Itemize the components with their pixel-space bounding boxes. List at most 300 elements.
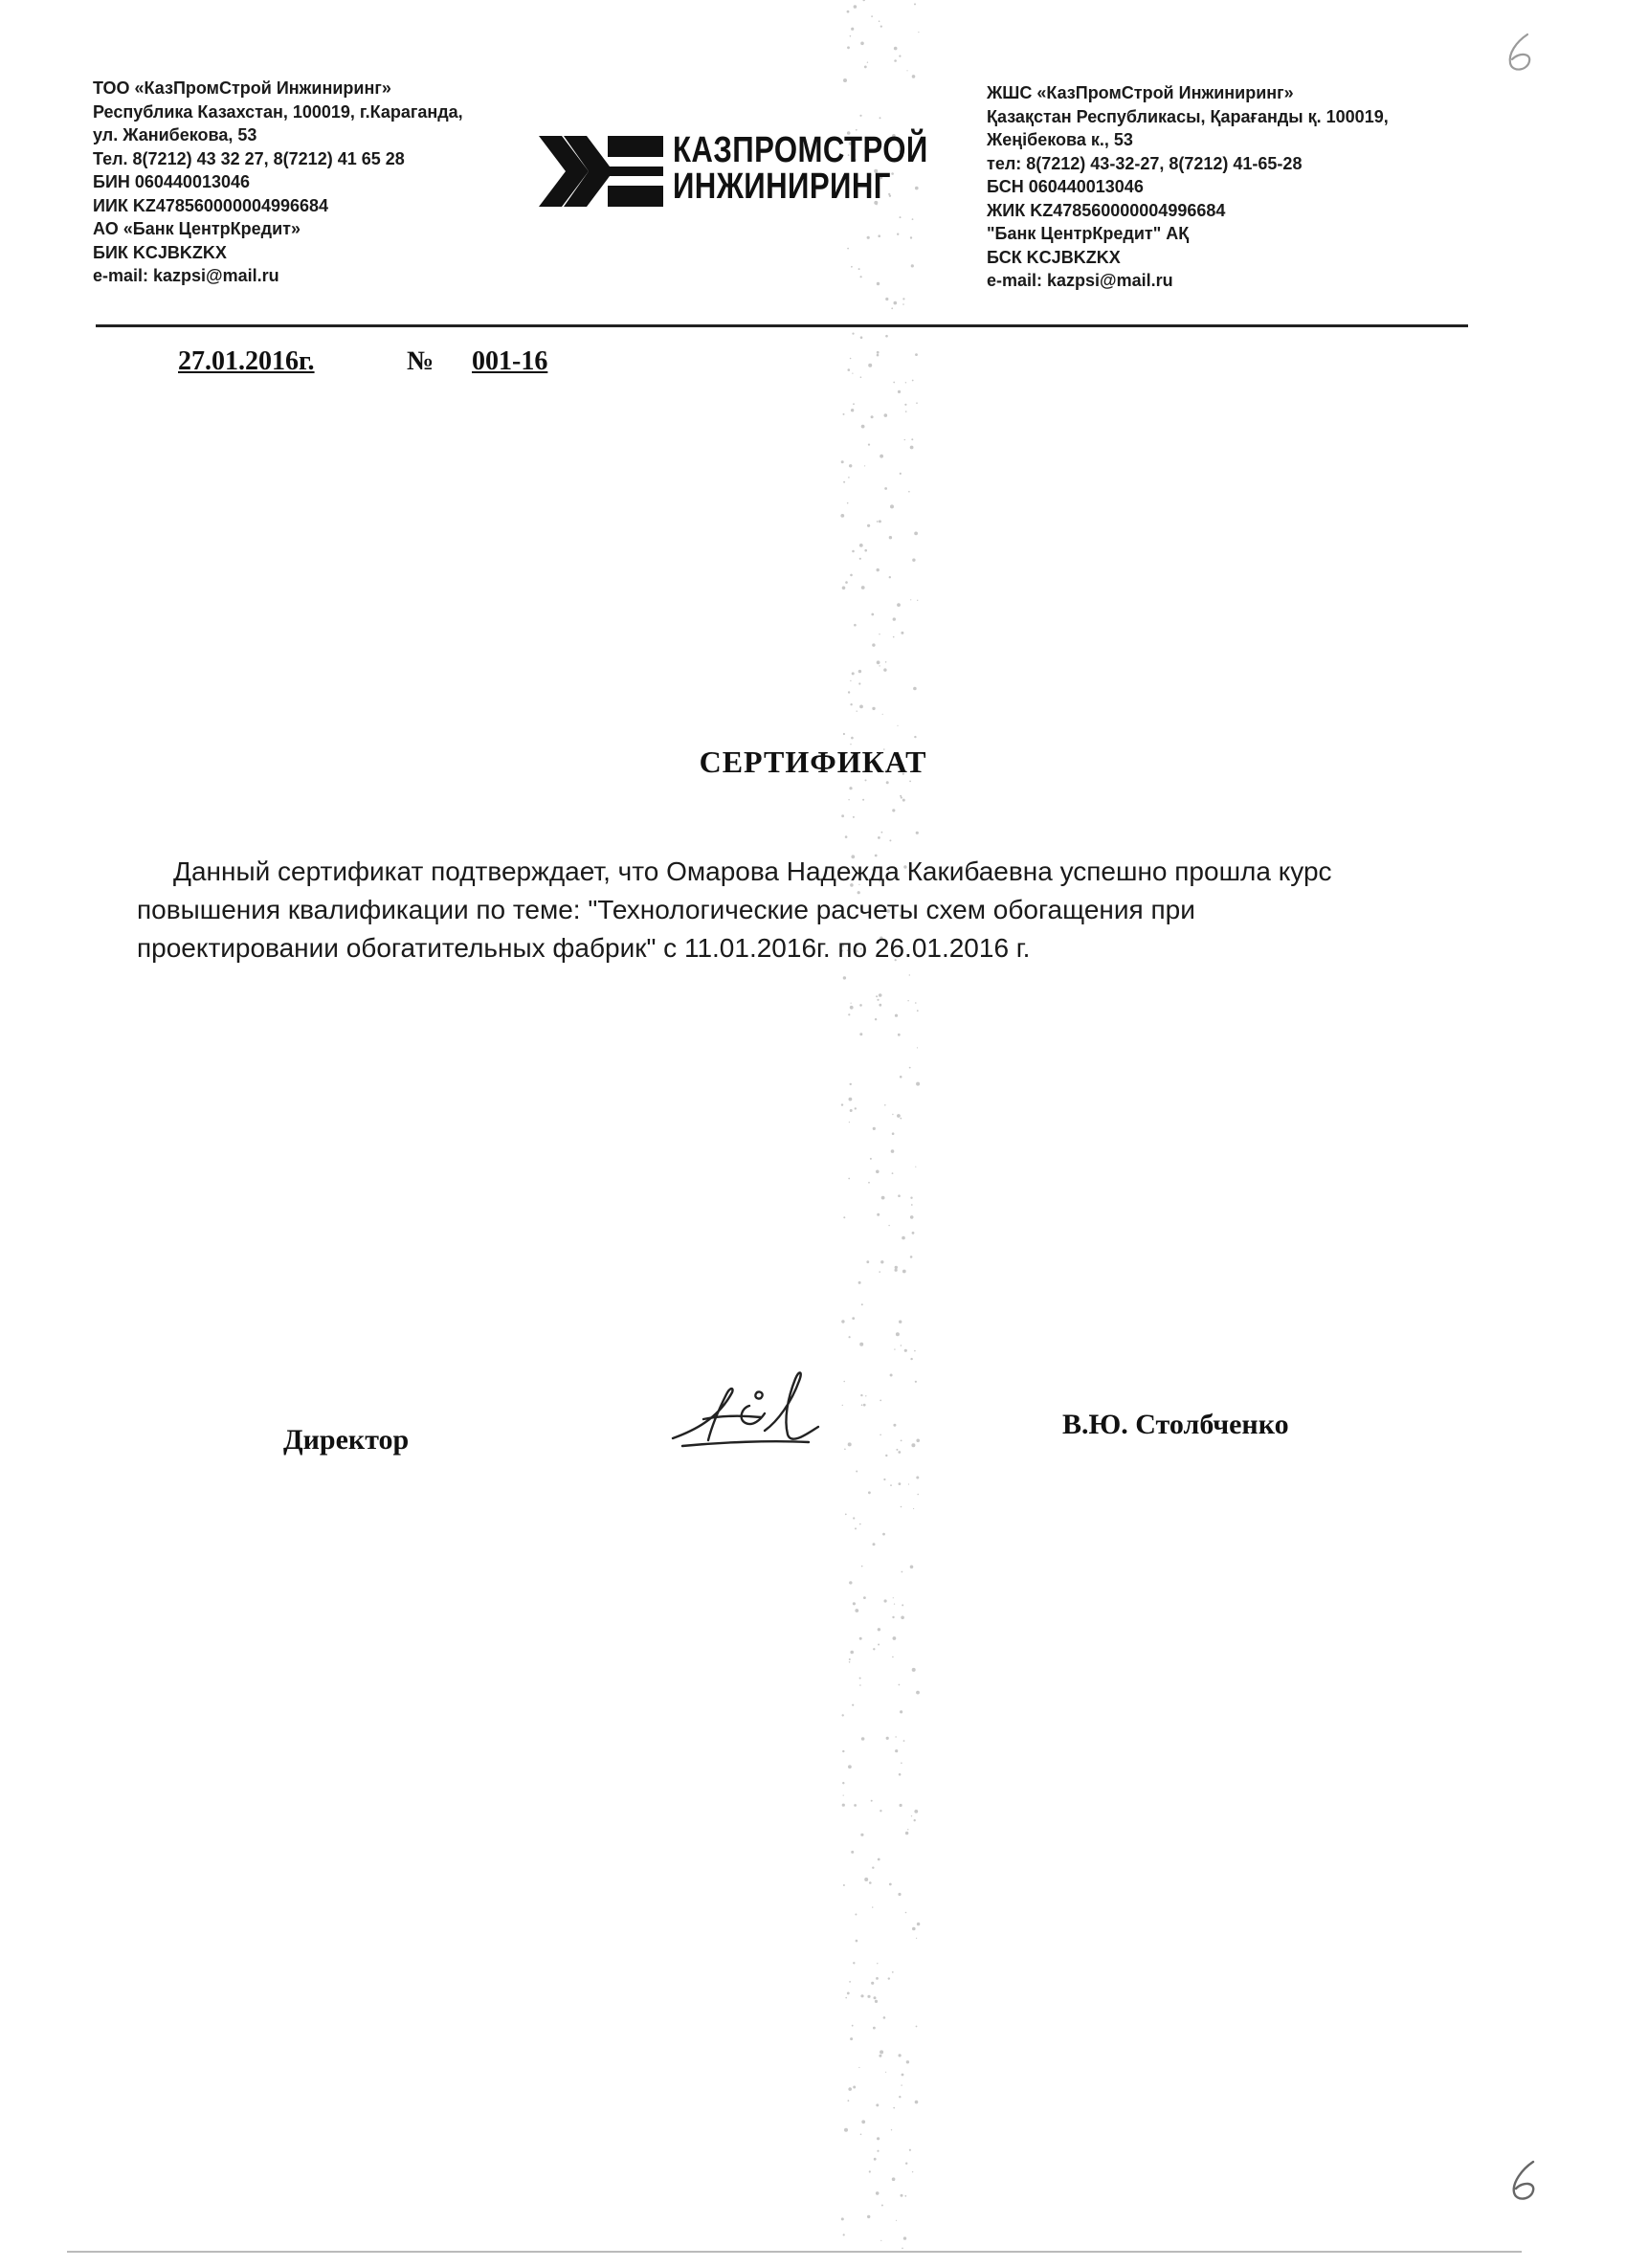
scan-noise-dot bbox=[901, 1345, 902, 1346]
scan-noise-dot bbox=[895, 1736, 896, 1737]
scan-noise-dot bbox=[915, 353, 918, 356]
scan-noise-dot bbox=[913, 687, 917, 691]
header-line: БСК KCJBKZKX bbox=[987, 247, 1121, 267]
scan-noise-dot bbox=[907, 1000, 908, 1001]
scan-noise-dot bbox=[910, 1197, 912, 1199]
scan-noise-dot bbox=[848, 1013, 850, 1015]
scan-noise-dot bbox=[916, 1691, 920, 1695]
scan-noise-dot bbox=[912, 1927, 916, 1931]
scan-noise-dot bbox=[915, 2101, 919, 2104]
scan-noise-dot bbox=[910, 1358, 912, 1360]
scan-noise-dot bbox=[895, 1269, 898, 1272]
scan-noise-dot bbox=[898, 1034, 901, 1036]
header-line: ЖШС «КазПромСтрой Инжиниринг» bbox=[987, 83, 1294, 102]
scan-noise-dot bbox=[900, 795, 902, 797]
scan-noise-dot bbox=[880, 117, 881, 119]
scan-noise-dot bbox=[850, 1109, 853, 1112]
scan-noise-dot bbox=[850, 358, 852, 360]
scan-noise-dot bbox=[901, 1763, 902, 1765]
page-number-handwritten bbox=[1501, 2158, 1548, 2206]
scan-noise-dot bbox=[894, 1348, 895, 1349]
header-line: БИН 060440013046 bbox=[93, 172, 251, 191]
scan-noise-dot bbox=[843, 1381, 845, 1383]
scan-noise-dot bbox=[900, 1710, 902, 1713]
scan-noise-dot bbox=[912, 1232, 915, 1234]
scan-noise-dot bbox=[894, 47, 898, 51]
scan-noise-dot bbox=[905, 411, 907, 412]
scan-noise-dot bbox=[883, 2016, 886, 2019]
scan-noise-dot bbox=[909, 1067, 911, 1069]
scan-noise-dot bbox=[867, 2215, 870, 2218]
scan-noise-dot bbox=[879, 20, 880, 22]
scan-noise-dot bbox=[904, 1349, 907, 1352]
scan-noise-dot bbox=[917, 1494, 919, 1496]
scan-noise-dot bbox=[877, 354, 880, 357]
scan-noise-dot bbox=[845, 1514, 847, 1516]
scan-noise-dot bbox=[914, 1819, 916, 1821]
header-line: ИИК KZ478560000004996684 bbox=[93, 195, 329, 215]
header-line: БСН 060440013046 bbox=[987, 177, 1144, 196]
scan-noise-dot bbox=[848, 1765, 852, 1768]
scan-noise-dot bbox=[842, 587, 846, 590]
header-line: ЖИК KZ478560000004996684 bbox=[987, 200, 1226, 220]
scan-noise-dot bbox=[899, 1482, 902, 1485]
scan-noise-dot bbox=[916, 402, 918, 404]
scan-noise-dot bbox=[901, 1440, 902, 1442]
scan-noise-dot bbox=[917, 600, 918, 601]
scan-noise-dot bbox=[841, 1320, 844, 1323]
scan-noise-dot bbox=[906, 2060, 909, 2063]
scan-noise-dot bbox=[859, 1004, 862, 1007]
scan-noise-dot bbox=[850, 574, 853, 577]
header-divider bbox=[96, 324, 1468, 327]
scan-noise-dot bbox=[875, 1018, 877, 1020]
scan-noise-dot bbox=[910, 1566, 914, 1569]
scan-noise-dot bbox=[848, 1178, 850, 1180]
scan-noise-dot bbox=[900, 216, 902, 218]
scan-noise-dot bbox=[880, 1810, 881, 1812]
scan-noise-dot bbox=[900, 1804, 902, 1807]
scan-noise-dot bbox=[895, 1749, 898, 1752]
scan-noise-dot bbox=[884, 487, 887, 490]
scan-noise-dot bbox=[916, 1477, 919, 1479]
header-line: e-mail: kazpsi@mail.ru bbox=[987, 271, 1173, 290]
scan-noise-dot bbox=[880, 2240, 881, 2241]
scan-noise-dot bbox=[889, 576, 891, 578]
header-line: ТОО «КазПромСтрой Инжиниринг» bbox=[93, 78, 391, 98]
scan-noise-dot bbox=[916, 1439, 920, 1443]
scan-noise-dot bbox=[841, 1103, 843, 1105]
scan-noise-dot bbox=[881, 1196, 885, 1200]
scan-noise-dot bbox=[892, 1971, 894, 1973]
scan-noise-dot bbox=[850, 703, 852, 705]
scan-noise-dot bbox=[905, 382, 906, 383]
scan-noise-dot bbox=[872, 1906, 873, 1907]
scan-noise-dot bbox=[852, 550, 855, 553]
scan-noise-dot bbox=[897, 603, 901, 607]
scan-noise-dot bbox=[895, 1266, 898, 1269]
company-logo bbox=[539, 130, 941, 209]
scan-noise-dot bbox=[915, 1381, 917, 1383]
scan-noise-streak bbox=[804, 0, 957, 2268]
scan-noise-dot bbox=[841, 814, 844, 817]
scan-noise-dot bbox=[859, 558, 861, 560]
scan-noise-dot bbox=[873, 2027, 876, 2030]
logo-mark-icon bbox=[539, 134, 663, 209]
scan-noise-dot bbox=[879, 1004, 881, 1007]
scan-noise-dot bbox=[909, 781, 911, 783]
scan-noise-dot bbox=[883, 1479, 885, 1480]
scan-noise-dot bbox=[907, 1829, 908, 1830]
scan-noise-dot bbox=[877, 660, 880, 664]
scan-noise-dot bbox=[849, 1661, 851, 1663]
header-line: ул. Жанибекова, 53 bbox=[93, 125, 257, 145]
scan-noise-dot bbox=[911, 1815, 912, 1816]
scan-noise-dot bbox=[844, 2128, 848, 2132]
scan-noise-dot bbox=[875, 2000, 878, 2003]
scan-noise-dot bbox=[886, 781, 889, 784]
scan-noise-dot bbox=[901, 796, 902, 798]
scan-noise-dot bbox=[864, 465, 865, 466]
scan-noise-dot bbox=[842, 1714, 844, 1716]
scan-noise-dot bbox=[914, 736, 916, 738]
header-requisites-kz bbox=[987, 81, 1484, 293]
scan-noise-dot bbox=[904, 439, 905, 440]
scan-noise-dot bbox=[873, 1543, 876, 1545]
scan-noise-dot bbox=[861, 425, 865, 429]
scan-noise-dot bbox=[898, 1194, 901, 1197]
scan-noise-dot bbox=[861, 1566, 863, 1568]
scan-noise-dot bbox=[897, 725, 898, 726]
scan-noise-dot bbox=[902, 1236, 905, 1240]
scan-noise-dot bbox=[858, 670, 861, 673]
scan-noise-dot bbox=[877, 282, 880, 285]
scan-noise-dot bbox=[882, 714, 883, 715]
scan-noise-dot bbox=[917, 1923, 920, 1925]
header-line: Жеңібекова к., 53 bbox=[987, 130, 1133, 149]
scan-noise-dot bbox=[842, 1405, 843, 1406]
scan-noise-dot bbox=[852, 333, 854, 335]
scan-noise-dot bbox=[892, 1616, 894, 1618]
scan-noise-dot bbox=[855, 1914, 857, 1916]
scan-noise-dot bbox=[869, 2170, 871, 2172]
scan-noise-dot bbox=[910, 236, 912, 238]
scan-noise-dot bbox=[850, 35, 852, 37]
scan-noise-dot bbox=[864, 66, 867, 69]
scan-noise-dot bbox=[873, 1127, 876, 1130]
scan-noise-dot bbox=[843, 413, 845, 415]
scan-noise-dot bbox=[877, 2150, 879, 2152]
scan-noise-dot bbox=[880, 1434, 881, 1436]
scan-noise-dot bbox=[869, 1881, 872, 1884]
scan-noise-dot bbox=[861, 2120, 865, 2123]
scan-noise-dot bbox=[856, 1940, 858, 1943]
scan-noise-dot bbox=[909, 2149, 911, 2151]
scan-noise-dot bbox=[850, 1651, 854, 1655]
handwritten-signature bbox=[665, 1364, 828, 1455]
scan-noise-dot bbox=[859, 1637, 862, 1640]
scan-noise-dot bbox=[855, 1609, 858, 1612]
scan-noise-dot bbox=[870, 1158, 872, 1160]
scan-noise-dot bbox=[888, 1977, 890, 1979]
scan-noise-dot bbox=[871, 1982, 874, 1985]
scan-noise-dot bbox=[844, 1449, 846, 1451]
scan-noise-dot bbox=[871, 1800, 873, 1802]
scan-noise-dot bbox=[845, 581, 848, 584]
scan-noise-dot bbox=[843, 78, 847, 82]
scan-noise-dot bbox=[893, 1636, 897, 1640]
scan-noise-dot bbox=[860, 276, 862, 278]
scan-noise-dot bbox=[918, 32, 919, 33]
scan-noise-dot bbox=[842, 1750, 844, 1752]
scan-noise-dot bbox=[851, 737, 854, 740]
scan-noise-dot bbox=[860, 1394, 862, 1396]
scan-noise-dot bbox=[894, 301, 898, 305]
scan-noise-dot bbox=[893, 617, 896, 620]
page-number-handwritten bbox=[1499, 29, 1543, 77]
scan-noise-dot bbox=[854, 624, 857, 627]
scan-noise-dot bbox=[912, 1668, 916, 1672]
header-line: e-mail: kazpsi@mail.ru bbox=[93, 266, 279, 285]
scan-noise-dot bbox=[853, 403, 855, 405]
scan-noise-dot bbox=[885, 335, 888, 338]
scan-noise-dot bbox=[859, 1343, 863, 1346]
scan-noise-dot bbox=[888, 1225, 889, 1226]
scan-noise-dot bbox=[880, 26, 882, 28]
scan-noise-dot bbox=[859, 1684, 861, 1686]
certificate-body bbox=[137, 853, 1477, 967]
body-line: повышения квалификации по теме: "Технологические расчеты схем обогащения при bbox=[137, 895, 1195, 924]
scan-noise-dot bbox=[916, 2026, 918, 2028]
scan-noise-dot bbox=[853, 1517, 855, 1519]
scan-noise-dot bbox=[841, 460, 844, 463]
scan-noise-dot bbox=[916, 832, 919, 834]
scan-noise-dot bbox=[843, 976, 846, 979]
scan-noise-dot bbox=[901, 1506, 902, 1508]
scan-noise-dot bbox=[894, 1604, 895, 1605]
scan-noise-dot bbox=[859, 544, 863, 547]
logo-text-line1: КАЗПРОМСТРОЙ bbox=[673, 130, 928, 170]
scan-noise-dot bbox=[874, 1996, 877, 1999]
scan-noise-dot bbox=[910, 446, 914, 450]
scan-noise-dot bbox=[848, 799, 849, 800]
scan-noise-dot bbox=[877, 1963, 878, 1964]
number-sign: № bbox=[407, 346, 434, 376]
scan-noise-dot bbox=[848, 691, 850, 693]
scan-noise-dot bbox=[915, 1002, 917, 1004]
scan-noise-dot bbox=[873, 1648, 875, 1650]
scan-noise-dot bbox=[912, 2171, 913, 2172]
scan-noise-dot bbox=[849, 1098, 853, 1101]
scan-noise-dot bbox=[899, 1321, 902, 1323]
scan-noise-dot bbox=[849, 1658, 851, 1660]
scan-noise-dot bbox=[866, 1260, 869, 1263]
scan-noise-dot bbox=[867, 524, 870, 527]
scan-noise-dot bbox=[889, 536, 892, 539]
scan-noise-dot bbox=[864, 549, 867, 552]
scan-noise-dot bbox=[858, 2067, 859, 2068]
scan-noise-dot bbox=[893, 382, 895, 384]
scan-noise-dot bbox=[913, 1508, 914, 1509]
document-date: 27.01.2016г. bbox=[178, 346, 315, 376]
scan-noise-dot bbox=[876, 2103, 879, 2106]
scan-noise-dot bbox=[848, 477, 850, 478]
scan-noise-dot bbox=[914, 1810, 918, 1813]
scan-noise-dot bbox=[877, 2137, 880, 2140]
scan-noise-dot bbox=[859, 705, 863, 709]
scan-noise-dot bbox=[879, 520, 881, 523]
scan-noise-dot bbox=[847, 46, 850, 49]
scan-noise-dot bbox=[852, 2025, 854, 2027]
scan-noise-dot bbox=[895, 1014, 898, 1017]
scan-noise-dot bbox=[853, 1602, 856, 1605]
scan-noise-dot bbox=[876, 2191, 880, 2195]
scan-noise-dot bbox=[877, 351, 880, 354]
scan-noise-dot bbox=[878, 234, 880, 237]
scan-noise-dot bbox=[906, 70, 907, 71]
scan-noise-dot bbox=[879, 665, 880, 666]
scan-noise-dot bbox=[916, 1938, 917, 1939]
scan-noise-dot bbox=[877, 521, 879, 523]
scan-noise-dot bbox=[912, 75, 916, 78]
scan-noise-dot bbox=[860, 42, 864, 46]
scan-noise-dot bbox=[908, 491, 910, 493]
document-title: СЕРТИФИКАТ bbox=[699, 745, 927, 779]
scan-noise-dot bbox=[912, 218, 914, 220]
scan-noise-dot bbox=[902, 2074, 904, 2077]
scan-noise-dot bbox=[853, 1962, 855, 1964]
scan-noise-dot bbox=[912, 559, 915, 562]
header-line: Тел. 8(7212) 43 32 27, 8(7212) 41 65 28 bbox=[93, 148, 405, 168]
scan-noise-dot bbox=[897, 1114, 901, 1118]
scan-noise-dot bbox=[863, 1404, 866, 1407]
scan-noise-dot bbox=[851, 1003, 852, 1004]
scan-noise-dot bbox=[902, 1604, 903, 1606]
scan-noise-dot bbox=[845, 835, 848, 838]
scan-noise-dot bbox=[843, 2234, 845, 2235]
scan-noise-dot bbox=[892, 1132, 895, 1135]
scan-noise-dot bbox=[867, 1995, 870, 1998]
scan-noise-dot bbox=[872, 707, 875, 710]
scan-noise-dot bbox=[880, 2050, 883, 2054]
scan-noise-dot bbox=[896, 2220, 897, 2221]
scan-noise-dot bbox=[851, 28, 854, 31]
scan-noise-dot bbox=[886, 1737, 889, 1740]
scan-noise-dot bbox=[912, 380, 914, 382]
scan-noise-dot bbox=[848, 368, 851, 371]
scan-noise-dot bbox=[879, 1271, 880, 1273]
scan-noise-dot bbox=[874, 2158, 877, 2161]
scan-noise-dot bbox=[852, 1704, 854, 1706]
scan-noise-dot bbox=[908, 1483, 909, 1484]
scan-noise-dot bbox=[884, 413, 888, 417]
scan-noise-dot bbox=[885, 1455, 887, 1456]
scan-noise-dot bbox=[902, 2248, 903, 2250]
scan-noise-dot bbox=[901, 1616, 904, 1620]
scan-noise-dot bbox=[859, 115, 861, 117]
scan-noise-dot bbox=[861, 1737, 865, 1741]
scan-noise-dot bbox=[904, 2195, 906, 2197]
scan-noise-dot bbox=[892, 1172, 894, 1174]
scan-noise-dot bbox=[889, 839, 891, 841]
scan-noise-dot bbox=[849, 1581, 852, 1584]
scan-noise-dot bbox=[872, 643, 875, 646]
scan-noise-dot bbox=[860, 376, 862, 378]
scan-noise-dot bbox=[901, 2084, 902, 2085]
scan-noise-dot bbox=[841, 2217, 844, 2220]
scan-noise-dot bbox=[890, 1484, 892, 1486]
scan-noise-dot bbox=[842, 1782, 844, 1784]
header-line: тел: 8(7212) 43-32-27, 8(7212) 41-65-28 bbox=[987, 153, 1303, 173]
scan-noise-dot bbox=[889, 1883, 892, 1886]
scan-noise-dot bbox=[859, 1523, 861, 1525]
scan-noise-dot bbox=[863, 0, 865, 1]
scan-noise-dot bbox=[851, 409, 854, 411]
scan-noise-dot bbox=[840, 514, 844, 518]
scan-noise-dot bbox=[843, 481, 845, 483]
scan-noise-dot bbox=[847, 1992, 850, 1995]
scan-noise-dot bbox=[861, 586, 865, 589]
scan-noise-dot bbox=[860, 2134, 862, 2136]
scan-noise-dot bbox=[852, 672, 855, 675]
scan-noise-dot bbox=[849, 1981, 851, 1983]
scan-noise-dot bbox=[899, 1684, 901, 1686]
header-line: Қазақстан Республикасы, Қарағанды қ. 100019, bbox=[987, 106, 1389, 126]
scan-noise-dot bbox=[867, 62, 868, 63]
scan-noise-dot bbox=[879, 993, 882, 997]
header-line: БИК KCJBKZKX bbox=[93, 242, 227, 262]
scan-noise-dot bbox=[843, 1216, 845, 1218]
scan-noise-dot bbox=[892, 1657, 894, 1658]
scan-noise-dot bbox=[876, 1170, 880, 1174]
scan-noise-dot bbox=[857, 711, 858, 712]
scan-noise-dot bbox=[910, 599, 911, 600]
scan-noise-dot bbox=[917, 1047, 918, 1048]
scan-noise-dot bbox=[910, 1215, 914, 1219]
scan-noise-dot bbox=[914, 1350, 916, 1352]
scan-noise-dot bbox=[858, 1281, 861, 1284]
scan-noise-dot bbox=[858, 268, 860, 270]
scan-noise-dot bbox=[853, 816, 855, 818]
signatory-name: В.Ю. Столбченко bbox=[1062, 1409, 1289, 1440]
scan-noise-dot bbox=[884, 1599, 887, 1602]
scan-noise-dot bbox=[845, 1997, 847, 1999]
scan-noise-dot bbox=[896, 1332, 900, 1336]
scan-noise-dot bbox=[882, 1533, 885, 1536]
scan-noise-dot bbox=[892, 809, 895, 812]
scan-noise-dot bbox=[900, 473, 902, 475]
scan-noise-dot bbox=[848, 2087, 852, 2091]
scan-noise-dot bbox=[893, 636, 895, 638]
scan-noise-dot bbox=[849, 464, 852, 467]
scan-noise-dot bbox=[909, 974, 910, 975]
scan-noise-dot bbox=[851, 1851, 854, 1854]
scan-noise-dot bbox=[850, 1083, 852, 1085]
scan-noise-dot bbox=[876, 995, 878, 997]
header-line: "Банк ЦентрКредит" АҚ bbox=[987, 224, 1190, 243]
scan-noise-dot bbox=[842, 1804, 845, 1807]
scan-noise-dot bbox=[871, 15, 873, 17]
scan-noise-dot bbox=[902, 298, 904, 300]
scan-noise-dot bbox=[854, 5, 858, 9]
scan-noise-dot bbox=[843, 1884, 845, 1886]
scan-noise-dot bbox=[899, 56, 901, 57]
header-requisites-ru bbox=[93, 77, 543, 288]
scan-noise-dot bbox=[868, 1491, 871, 1494]
scan-noise-dot bbox=[910, 1256, 913, 1258]
scan-noise-dot bbox=[843, 733, 845, 735]
scan-noise-dot bbox=[904, 404, 906, 406]
